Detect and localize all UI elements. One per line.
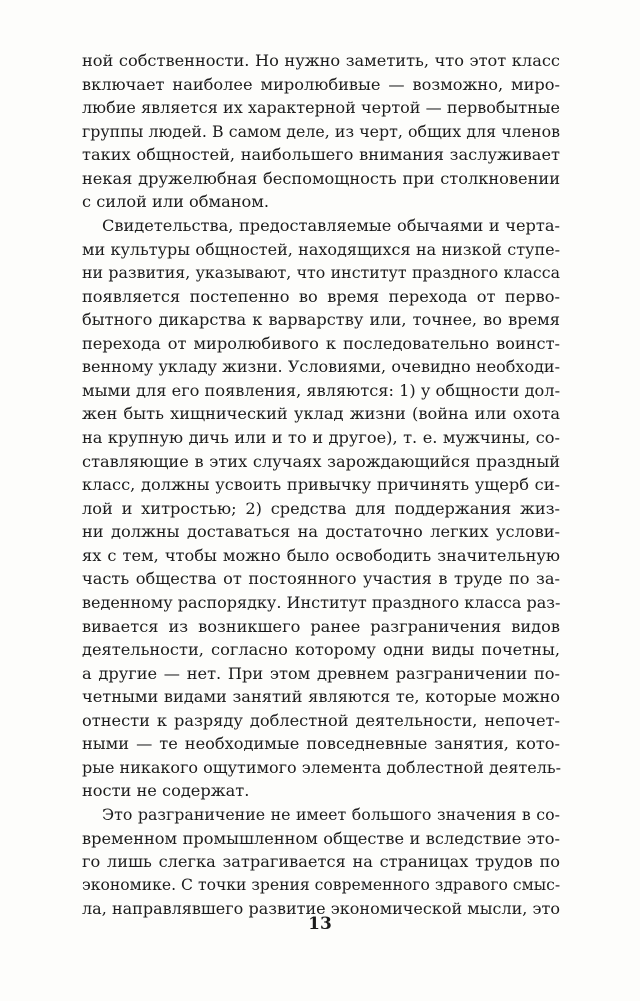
text-line: Это разграничение не имеет большого значения в со- <box>102 805 560 824</box>
text-line: деятельности, согласно которому одни виды почетны, <box>82 640 560 660</box>
text-line: веденному распорядку. Институт праздного класса раз- <box>82 592 561 612</box>
text-line: таких общностей, наибольшего внимания заслуживает <box>82 145 560 165</box>
text-line: ла, направлявшего развитие экономической мысли, это <box>82 899 560 919</box>
text-line: любие является их характерной чертой — первобытные <box>82 98 560 118</box>
paragraph <box>82 49 560 214</box>
text-line: временном промышленном обществе и вследствие это- <box>82 828 560 848</box>
text-line: четными видами занятий являются те, которые можно <box>82 687 560 707</box>
text-line: экономике. С точки зрения современного здравого смыс- <box>82 875 561 894</box>
text-line: ми культуры общностей, находящихся на низкой ступе- <box>82 239 560 259</box>
text-line: на крупную дичь или и то и другое), т. е. мужчины, со- <box>82 428 560 447</box>
text-line: ности не содержат. <box>82 781 250 801</box>
text-line: появляется постепенно во время перехода от перво- <box>82 286 560 306</box>
text-line: венному укладу жизни. Условиями, очевидно необходи- <box>82 357 560 377</box>
text-line: с силой или обманом. <box>82 192 270 212</box>
body-text <box>82 49 560 921</box>
text-line: перехода от миролюбивого к последовательно воинст- <box>82 333 560 353</box>
text-line: класс, должны усвоить привычку причинять ущерб си- <box>82 475 560 495</box>
text-line: отнести к разряду доблестной деятельности, непочет- <box>82 710 560 730</box>
text-line: ни должны доставаться на достаточно легких услови- <box>82 522 560 542</box>
text-line: лой и хитростью; 2) средства для поддержания жиз- <box>82 498 560 518</box>
page-number: 13 <box>308 914 332 934</box>
paragraph <box>82 214 560 803</box>
text-line: ной собственности. Но нужно заметить, что этот класс <box>82 51 560 70</box>
text-line: а другие — нет. При этом древнем разграничении по- <box>82 663 560 683</box>
text-line: часть общества от постоянного участия в труде по за- <box>82 569 560 589</box>
text-line: ставляющие в этих случаях зарождающийся праздный <box>82 451 560 471</box>
text-line: группы людей. В самом деле, из черт, общих для членов <box>82 121 560 141</box>
text-line: некая дружелюбная беспомощность при столкновении <box>82 168 560 188</box>
paragraph <box>82 803 560 921</box>
text-line: жен быть хищнический уклад жизни (война или охота <box>82 404 560 424</box>
text-line: ях с тем, чтобы можно было освободить значительную <box>82 545 560 565</box>
text-line: включает наиболее миролюбивые — возможно, миро- <box>82 74 560 94</box>
text-line: ными — те необходимые повседневные занятия, кото- <box>82 734 560 754</box>
text-line: мыми для его появления, являются: 1) у общности дол- <box>82 380 561 400</box>
text-line: бытного дикарства к варварству или, точнее, во время <box>82 310 560 330</box>
text-line: вивается из возникшего ранее разграничения видов <box>82 616 560 636</box>
text-line: ни развития, указывают, что институт праздного класса <box>82 263 560 283</box>
text-line: го лишь слегка затрагивается на страницах трудов по <box>82 852 560 872</box>
text-line: Свидетельства, предоставляемые обычаями и черта- <box>102 215 560 235</box>
text-line: рые никакого ощутимого элемента доблестной деятель- <box>82 757 562 777</box>
